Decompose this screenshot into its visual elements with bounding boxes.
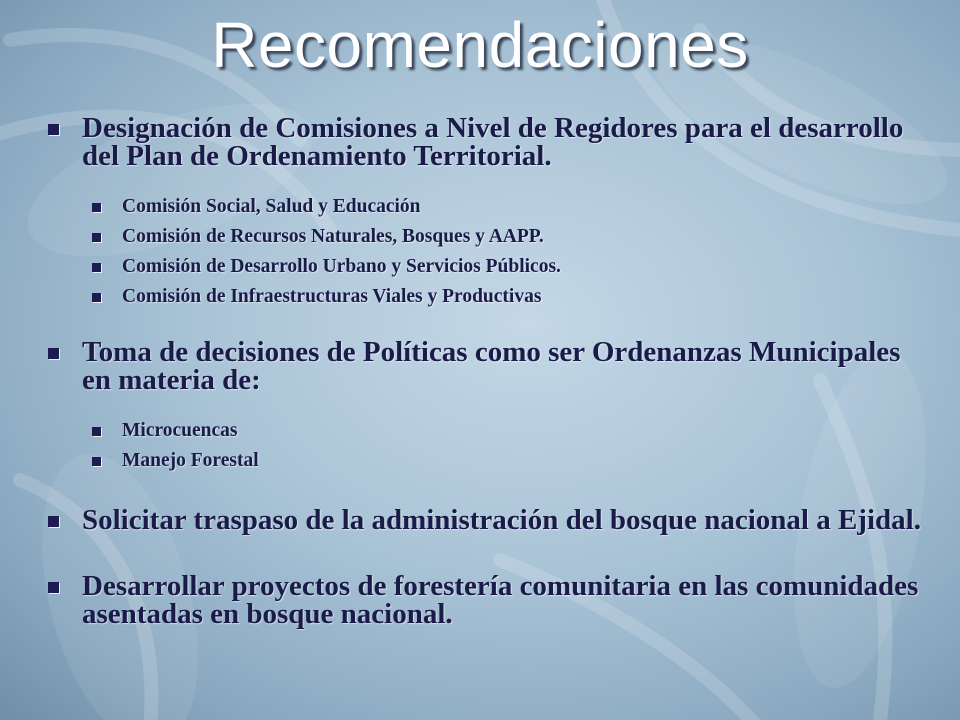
sub-bullet-item (44, 416, 924, 446)
square-bullet-icon (92, 293, 101, 302)
slide-title: Recomendaciones (211, 9, 749, 81)
sub-bullet-item (44, 282, 924, 312)
bullet-text: Solicitar traspaso de la administración del bosque nacional a Ejidal. (82, 504, 921, 536)
square-bullet-icon (48, 124, 59, 135)
square-bullet-icon (48, 582, 59, 593)
sub-bullet-text: Manejo Forestal (122, 450, 259, 471)
sub-bullet-text: Comisión Social, Salud y Educación (122, 196, 421, 217)
sub-bullet-text: Microcuencas (122, 420, 238, 441)
square-bullet-icon (92, 203, 101, 212)
sub-bullet-text: Comisión de Desarrollo Urbano y Servicios Públicos. (122, 256, 561, 277)
square-bullet-icon (48, 348, 59, 359)
bullet-text: Designación de Comisiones a Nivel de Regidores para el desarrollo del Plan de Ordenamiento Territorial. (82, 112, 904, 172)
bullet-text: Toma de decisiones de Políticas como ser Ordenanzas Municipales en materia de: (82, 336, 901, 396)
sub-bullet-item (44, 222, 924, 252)
sub-bullet-text: Comisión de Infraestructuras Viales y Productivas (122, 286, 542, 307)
bullet-item (44, 572, 924, 628)
square-bullet-icon (92, 457, 101, 466)
square-bullet-icon (92, 263, 101, 272)
bullet-list (44, 114, 924, 628)
square-bullet-icon (92, 233, 101, 242)
sub-bullet-text: Comisión de Recursos Naturales, Bosques y AAPP. (122, 226, 544, 247)
bullet-item (44, 506, 924, 534)
sub-bullet-item (44, 252, 924, 282)
sub-bullet-item (44, 446, 924, 476)
bullet-item (44, 114, 924, 170)
bullet-text: Desarrollar proyectos de forestería comunitaria en las comunidades asentadas en bosque nacional. (82, 570, 919, 630)
square-bullet-icon (48, 516, 59, 527)
sub-bullet-item (44, 192, 924, 222)
bullet-item (44, 338, 924, 394)
square-bullet-icon (92, 427, 101, 436)
